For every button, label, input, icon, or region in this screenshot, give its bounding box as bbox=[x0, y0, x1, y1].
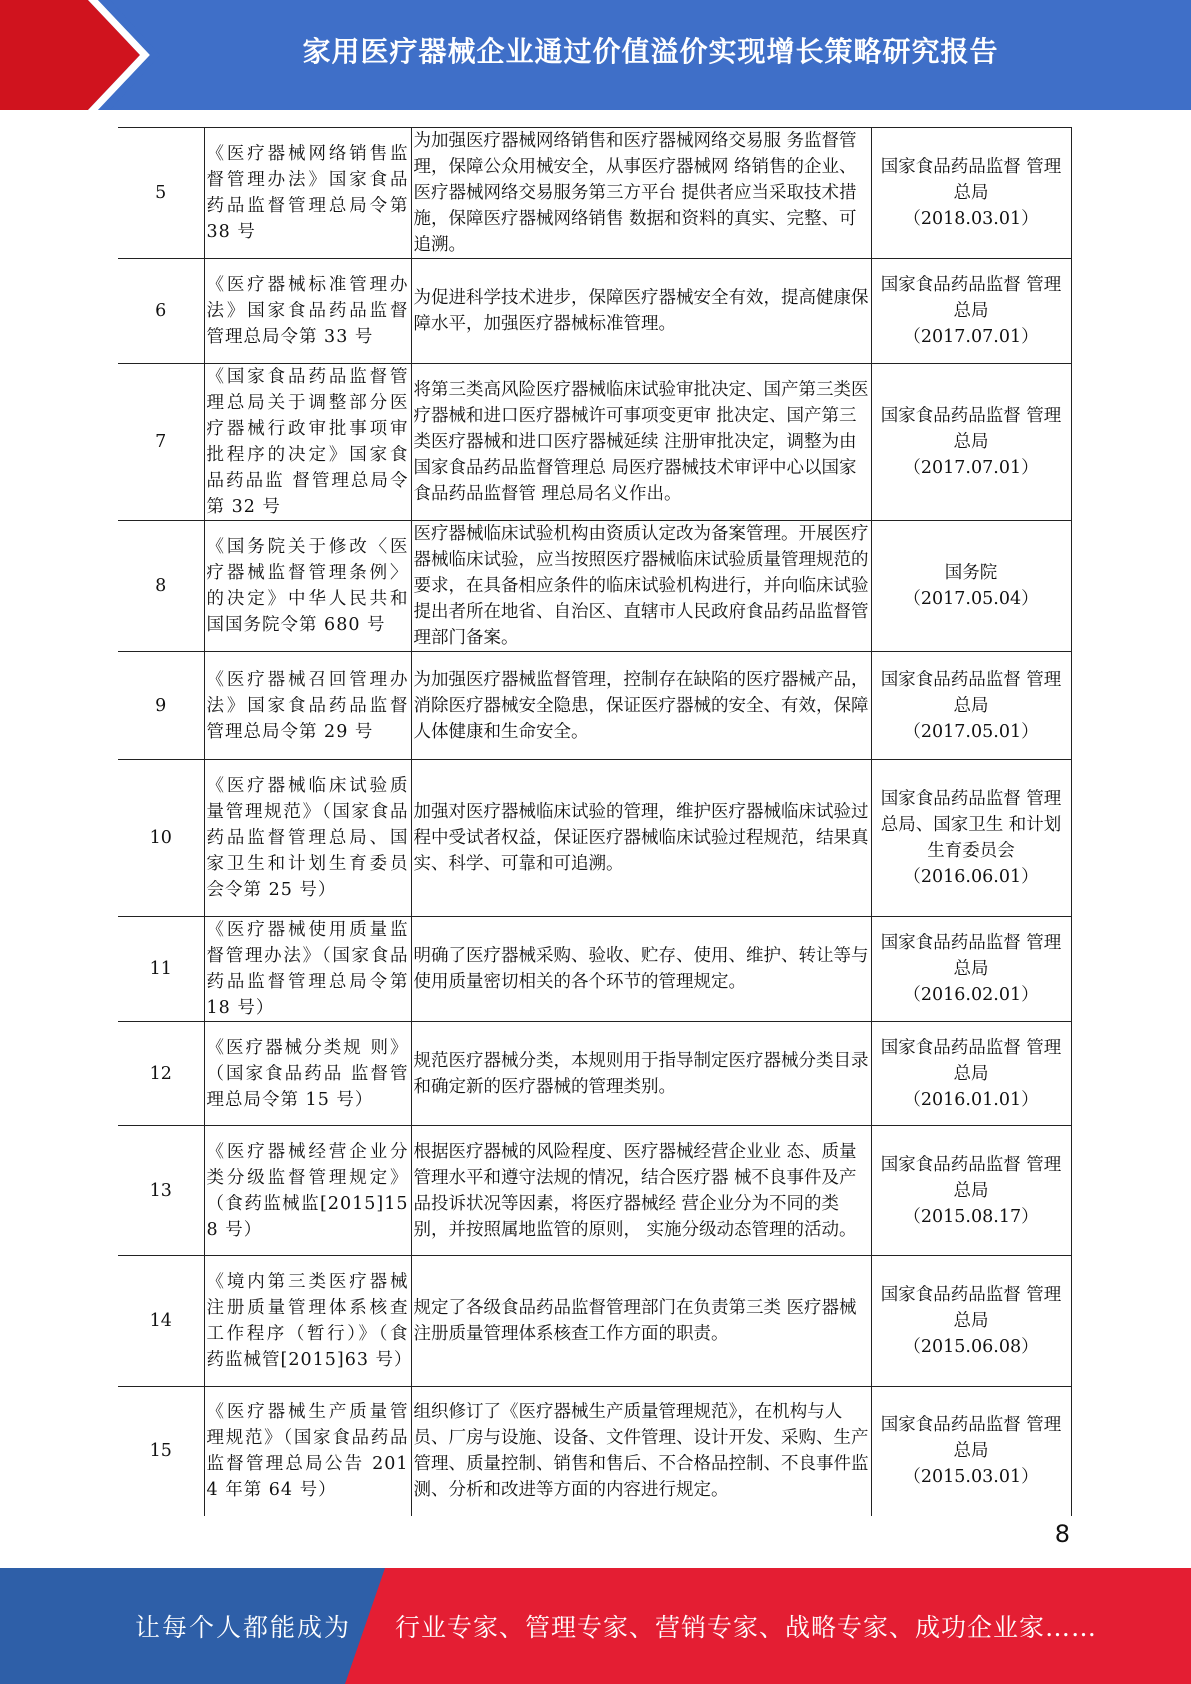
authority-name: 国家食品药品监督 管理总局 bbox=[880, 157, 1062, 203]
regulation-description: 医疗器械临床试验机构由资质认定改为备案管理。开展医疗器械临床试验，应当按照医疗器械临床试验质量管理规范的要求，在具备相应条件的临床试验机构进行，并向临床试验提出者所在地省、自治区、直辖市人民政府食品药品监督管理部门备案。 bbox=[411, 521, 871, 652]
issuing-authority bbox=[871, 1387, 1071, 1516]
regulation-description: 为加强医疗器械监督管理，控制存在缺陷的医疗器械产品，消除医疗器械安全隐患，保证医疗器械的安全、有效，保障人体健康和生命安全。 bbox=[411, 652, 871, 760]
issuing-authority bbox=[871, 1126, 1071, 1256]
effective-date: （2017.05.04） bbox=[903, 589, 1039, 609]
row-number: 6 bbox=[118, 259, 204, 364]
authority-name: 国家食品药品监督 管理总局 bbox=[880, 275, 1062, 321]
authority-name: 国务院 bbox=[944, 563, 998, 583]
regulation-description: 组织修订了《医疗器械生产质量管理规范》，在机构与人员、厂房与设施、设备、文件管理、设计开发、采购、生产管理、质量控制、销售和售后、不合格品控制、不良事件监测、分析和改进等方面的内容进行规定。 bbox=[411, 1387, 871, 1516]
report-title: 家用医疗器械企业通过价值溢价实现增长策略研究报告 bbox=[302, 35, 999, 68]
table-row bbox=[118, 521, 1071, 652]
authority-name: 国家食品药品监督 管理总局 bbox=[880, 406, 1062, 452]
table-row bbox=[118, 128, 1071, 259]
row-number: 8 bbox=[118, 521, 204, 652]
table-row bbox=[118, 760, 1071, 917]
table-row bbox=[118, 259, 1071, 364]
effective-date: （2015.03.01） bbox=[903, 1467, 1039, 1488]
row-number: 15 bbox=[118, 1387, 204, 1516]
regulation-name: 《医疗器械使用质量监督管理办法》（国家食品药品监督管理总局令第 18 号） bbox=[204, 917, 411, 1022]
row-number: 11 bbox=[118, 917, 204, 1022]
regulation-name: 《医疗器械召回管理办法》国家食品药品监督管理总局令第 29 号 bbox=[204, 652, 411, 760]
issuing-authority bbox=[871, 259, 1071, 364]
issuing-authority bbox=[871, 760, 1071, 917]
regulation-description: 为促进科学技术进步，保障医疗器械安全有效，提高健康保障水平，加强医疗器械标准管理。 bbox=[411, 259, 871, 364]
effective-date: （2017.07.01） bbox=[903, 458, 1039, 478]
row-number: 7 bbox=[118, 364, 204, 521]
row-number: 12 bbox=[118, 1022, 204, 1126]
effective-date: （2018.03.01） bbox=[903, 209, 1039, 229]
effective-date: （2017.05.01） bbox=[903, 721, 1039, 742]
row-number: 13 bbox=[118, 1126, 204, 1256]
effective-date: （2015.08.17） bbox=[903, 1206, 1039, 1227]
footer-slogan-left: 让每个人都能成为 bbox=[135, 1613, 352, 1642]
regulation-description: 规范医疗器械分类，本规则用于指导制定医疗器械分类目录和确定新的医疗器械的管理类别。 bbox=[411, 1022, 871, 1126]
row-number: 14 bbox=[118, 1256, 204, 1387]
regulation-table-container bbox=[118, 127, 1071, 1516]
authority-name: 国家食品药品监督 管理总局 bbox=[880, 669, 1062, 716]
effective-date: （2016.06.01） bbox=[903, 867, 1039, 887]
issuing-authority bbox=[871, 652, 1071, 760]
effective-date: （2016.02.01） bbox=[903, 985, 1039, 1005]
regulation-name: 《医疗器械经营企业分类分级监督管理规定》（食药监械监[2015]158 号） bbox=[204, 1126, 411, 1256]
table-row bbox=[118, 1256, 1071, 1387]
regulation-name: 《医疗器械临床试验质量管理规范》（国家食品药品监督管理总局、国家卫生和计划生育委员会令第 25 号） bbox=[204, 760, 411, 917]
row-number: 9 bbox=[118, 652, 204, 760]
regulation-name: 《医疗器械网络销售监督管理办法》国家食品药品监督管理总局令第 38 号 bbox=[204, 128, 411, 259]
issuing-authority bbox=[871, 364, 1071, 521]
regulation-name: 《医疗器械分类规 则》（国家食品药品 监督管理总局令第 15 号） bbox=[204, 1022, 411, 1126]
regulation-name: 《医疗器械标准管理办法》国家食品药品监督管理总局令第 33 号 bbox=[204, 259, 411, 364]
regulation-name: 《医疗器械生产质量管理规范》（国家食品药品监督管理总局公告 2014 年第 64 号） bbox=[204, 1387, 411, 1516]
table-row bbox=[118, 1387, 1071, 1516]
regulation-description: 明确了医疗器械采购、验收、贮存、使用、维护、转让等与使用质量密切相关的各个环节的管理规定。 bbox=[411, 917, 871, 1022]
regulation-name: 《国家食品药品监督管理总局关于调整部分医疗器械行政审批事项审批程序的决定》国家食品药品监 督管理总局令第 32 号 bbox=[204, 364, 411, 521]
footer-slogan-right: 行业专家、管理专家、营销专家、战略专家、成功企业家…… bbox=[395, 1613, 1098, 1642]
regulation-description: 根据医疗器械的风险程度、医疗器械经营企业业 态、质量管理水平和遵守法规的情况，结合医疗器 械不良事件及产品投诉状况等因素，将医疗器械经 营企业分为不同的类别，并按照属地监管的原则， 实施分级动态管理的活动。 bbox=[411, 1126, 871, 1256]
authority-name: 国家食品药品监督 管理总局、国家卫生 和计划生育委员会 bbox=[880, 789, 1062, 861]
authority-name: 国家食品药品监督 管理总局 bbox=[880, 1415, 1062, 1462]
table-row bbox=[118, 1126, 1071, 1256]
table-row bbox=[118, 917, 1071, 1022]
regulation-table bbox=[118, 127, 1072, 1516]
table-row bbox=[118, 364, 1071, 521]
row-number: 10 bbox=[118, 760, 204, 917]
authority-name: 国家食品药品监督 管理总局 bbox=[880, 1285, 1062, 1331]
issuing-authority bbox=[871, 1256, 1071, 1387]
issuing-authority bbox=[871, 128, 1071, 259]
page-footer bbox=[0, 1568, 1191, 1684]
regulation-description: 规定了各级食品药品监督管理部门在负责第三类 医疗器械注册质量管理体系核查工作方面的职责。 bbox=[411, 1256, 871, 1387]
issuing-authority bbox=[871, 521, 1071, 652]
table-row bbox=[118, 1022, 1071, 1126]
issuing-authority bbox=[871, 917, 1071, 1022]
effective-date: （2017.07.01） bbox=[903, 327, 1039, 347]
issuing-authority bbox=[871, 1022, 1071, 1126]
effective-date: （2015.06.08） bbox=[903, 1337, 1039, 1357]
regulation-description: 加强对医疗器械临床试验的管理，维护医疗器械临床试验过程中受试者权益，保证医疗器械临床试验过程规范，结果真实、科学、可靠和可追溯。 bbox=[411, 760, 871, 917]
authority-name: 国家食品药品监督 管理总局 bbox=[880, 933, 1062, 979]
authority-name: 国家食品药品监督 管理总局 bbox=[880, 1154, 1062, 1201]
authority-name: 国家食品药品监督 管理总局 bbox=[880, 1037, 1062, 1084]
row-number: 5 bbox=[118, 128, 204, 259]
page-number: 8 bbox=[1054, 1520, 1070, 1548]
regulation-name: 《境内第三类医疗器械注册质量管理体系核查工作程序（暂行）》（食药监械管[2015]63 号） bbox=[204, 1256, 411, 1387]
table-row bbox=[118, 652, 1071, 760]
regulation-description: 将第三类高风险医疗器械临床试验审批决定、国产第三类医疗器械和进口医疗器械许可事项变更审 批决定、国产第三类医疗器械和进口医疗器械延续 注册审批决定，调整为由国家食品药品监督管理总 局医疗器械技术审评中心以国家食品药品监督管 理总局名义作出。 bbox=[411, 364, 871, 521]
regulation-name: 《国务院关于修改〈医疗器械监督管理条例〉的决定》中华人民共和国国务院令第 680 号 bbox=[204, 521, 411, 652]
regulation-description: 为加强医疗器械网络销售和医疗器械网络交易服 务监督管理，保障公众用械安全，从事医疗器械网 络销售的企业、医疗器械网络交易服务第三方平台 提供者应当采取技术措施，保障医疗器械网络销售 数据和资料的真实、完整、可追溯。 bbox=[411, 128, 871, 259]
effective-date: （2016.01.01） bbox=[903, 1089, 1039, 1110]
page-header bbox=[0, 0, 1191, 110]
